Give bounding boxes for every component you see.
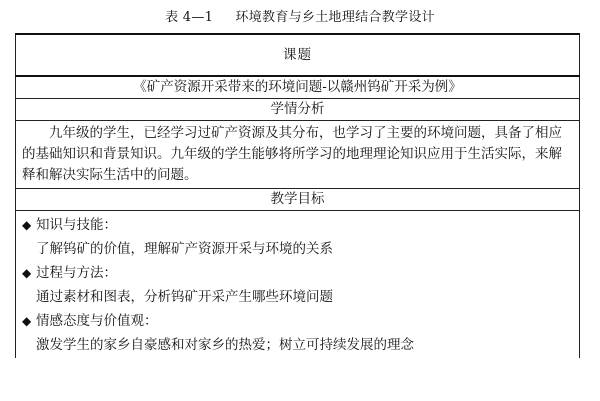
table-caption: 表 4—1 环境教育与乡土地理结合教学设计 xyxy=(165,10,435,25)
topic-heading-cell: 课题 xyxy=(16,34,580,76)
lesson-design-table xyxy=(15,33,580,358)
objective-heading xyxy=(22,261,573,285)
diamond-bullet-icon: ◆ xyxy=(22,314,32,328)
analysis-heading-cell: 学情分析 xyxy=(16,99,580,121)
objective-heading xyxy=(22,309,573,333)
objective-text: 通过素材和图表，分析钨矿开采产生哪些环境问题 xyxy=(36,289,333,305)
objective-heading-label: 过程与方法： xyxy=(36,265,117,281)
topic-title-row xyxy=(16,76,580,99)
objective-text: 激发学生的家乡自豪感和对家乡的热爱；树立可持续发展的理念 xyxy=(36,337,414,353)
diamond-bullet-icon: ◆ xyxy=(22,266,32,280)
topic-heading-row xyxy=(16,34,580,76)
objectives-heading-row xyxy=(16,189,580,211)
objectives-heading-cell: 教学目标 xyxy=(16,189,580,211)
objective-heading-label: 情感态度与价值观： xyxy=(36,313,158,329)
objective-text: 了解钨矿的价值，理解矿产资源开采与环境的关系 xyxy=(36,241,333,257)
diamond-bullet-icon: ◆ xyxy=(22,218,32,232)
objective-heading-label: 知识与技能： xyxy=(36,217,117,233)
analysis-text-row xyxy=(16,121,580,189)
objectives-cell xyxy=(16,211,580,359)
objective-heading xyxy=(22,213,573,237)
analysis-text-cell: 九年级的学生，已经学习过矿产资源及其分布，也学习了主要的环境问题，具备了相应的基础知识和背景知识。九年级的学生能够将所学习的地理理论知识应用于生活实际，来解释和解决实际生活中的问题。 xyxy=(16,121,580,189)
topic-title-cell: 《矿产资源开采带来的环境问题-以赣州钨矿开采为例》 xyxy=(16,76,580,99)
analysis-heading-row xyxy=(16,99,580,121)
objectives-row xyxy=(16,211,580,359)
